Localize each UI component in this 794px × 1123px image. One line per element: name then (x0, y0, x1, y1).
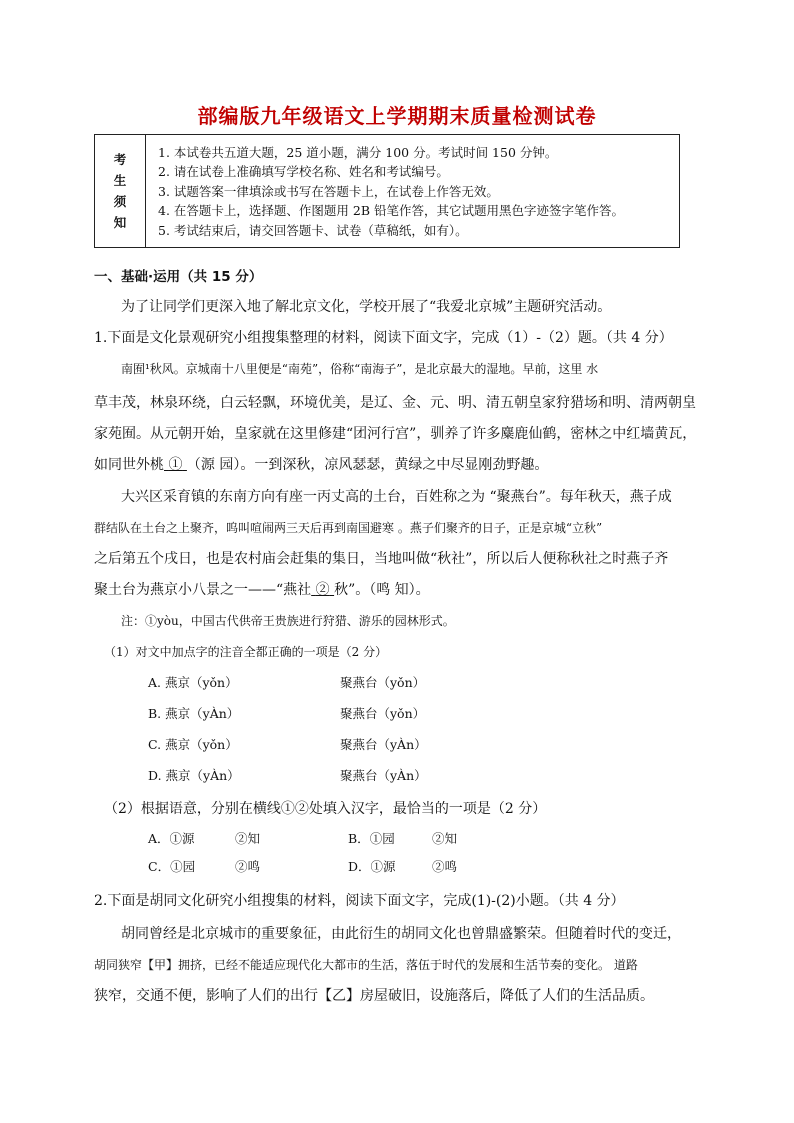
choice-option-b[interactable]: B. 燕京（yÀn） (148, 706, 240, 721)
blank-2: ② (315, 582, 330, 598)
sub-question-2-stem: （2）根据语意，分别在横线①②处填入汉字，最恰当的一项是（2 分） (104, 801, 547, 817)
notice-label-char: 须 (113, 194, 127, 209)
blank-1: ① (168, 457, 183, 473)
passage-line: 大兴区采育镇的东南方向有座一丙丈高的土台，百姓称之为 “聚燕台”。每年秋天，燕子成 (121, 489, 672, 505)
question-2-stem: 2.下面是胡同文化研究小组搜集的材料，阅读下面文字，完成(1)-(2)小题。（共 4 分） (94, 893, 625, 909)
passage-line: 草丰茂，林泉环绕，白云轻飘，环境优美，是辽、金、元、明、清五朝皇家狩猎场和明、清两朝皇 (94, 395, 696, 411)
exam-title: 部编版九年级语文上学期期末质量检测试卷 (197, 104, 597, 128)
choice-option-a-second: ②知 (235, 831, 261, 846)
notice-label-char: 考 (113, 152, 127, 167)
passage-line: 之后第五个戌日，也是农村庙会赶集的集日，当地叫做“秋社”，所以后人便称秋社之时燕子齐 (94, 551, 669, 567)
notice-list (146, 135, 624, 247)
passage-line: 狭窄，交通不便，影响了人们的出行【乙】房屋破旧，设施落后，降低了人们的生活品质。 (94, 988, 654, 1004)
choice-option-d-second: ②鸣 (432, 859, 458, 874)
notice-label-char: 生 (113, 173, 127, 188)
choice-option-a[interactable]: A．①源 (148, 831, 195, 846)
passage-text: 聚土台为燕京小八景之一——“燕社 (94, 582, 312, 598)
passage-text: （源 园）。一到深秋，凉风瑟瑟，黄绿之中尽显刚劲野趣。 (186, 457, 549, 473)
notice-item: 3. 试题答案一律填涂或书写在答题卡上，在试卷上作答无效。 (158, 183, 499, 199)
choice-option-d[interactable]: D. 燕京（yÀn） (148, 768, 240, 783)
notice-item: 5. 考试结束后，请交回答题卡、试卷（草稿纸，如有）。 (158, 222, 468, 238)
passage-line: 南囿¹秋风。京城南十八里便是“南苑”，俗称“南海子”，是北京最大的湿地。早前，这里 水 (121, 362, 599, 376)
choice-option-b-right: 聚燕台（yǒn） (340, 706, 426, 721)
choice-option-a[interactable]: A. 燕京（yǒn） (148, 675, 238, 690)
section-heading: 一、基础·运用（共 15 分） (94, 269, 263, 285)
notice-item: 2. 请在试卷上准确填写学校名称、姓名和考试编号。 (158, 164, 449, 180)
passage-line: 胡同狭窄【甲】拥挤，已经不能适应现代化大都市的生活，落伍于时代的发展和生活节奏的变化。 道路 (94, 958, 638, 972)
section-intro: 为了让同学们更深入地了解北京文化，学校开展了“我爱北京城”主题研究活动。 (121, 299, 612, 315)
choice-option-a-right: 聚燕台（yǒn） (340, 675, 426, 690)
notice-item: 4. 在答题卡上，选择题、作图题用 2B 铅笔作答，其它试题用黑色字迹签字笔作答。 (158, 203, 624, 219)
passage-line: 群结队在土台之上聚齐，呜叫喧闹两三天后再到南国避寒 。燕子们聚齐的日子，正是京城“立秋” (94, 521, 603, 535)
notice-label (95, 135, 146, 247)
sub-question-1-stem: （1）对文中加点字的注音全都正确的一项是（2 分） (104, 645, 388, 659)
choice-option-b-second: ②知 (432, 831, 458, 846)
choice-option-c[interactable]: C．①园 (148, 859, 196, 874)
passage-line (94, 454, 548, 474)
choice-option-c[interactable]: C. 燕京（yǒn） (148, 737, 238, 752)
passage-line: 家苑囿。从元朝开始，皇家就在这里修建“团河行宫”，驯养了许多麋鹿仙鹤，密林之中红墙黄瓦， (94, 426, 697, 442)
passage-text: 秋”。（鸣 知）。 (334, 582, 430, 598)
footnote: 注：①yòu，中国古代供帝王贵族进行狩猎、游乐的园林形式。 (121, 614, 455, 628)
passage-text: 如同世外桃 (94, 457, 164, 473)
notice-item: 1. 本试卷共五道大题，25 道小题，满分 100 分。考试时间 150 分钟。 (158, 145, 558, 160)
choice-option-d[interactable]: D．①源 (348, 859, 396, 874)
notice-label-char: 知 (113, 215, 127, 230)
choice-option-c-second: ②鸣 (235, 859, 261, 874)
passage-line (94, 579, 430, 599)
choice-option-b[interactable]: B．①园 (348, 831, 395, 846)
choice-option-d-right: 聚燕台（yÀn） (340, 768, 427, 783)
choice-option-c-right: 聚燕台（yÀn） (340, 737, 427, 752)
notice-box (94, 134, 680, 248)
passage-line: 胡同曾经是北京城市的重要象征，由此衍生的胡同文化也曾鼎盛繁荣。但随着时代的变迁， (121, 926, 681, 942)
question-1-stem: 1.下面是文化景观研究小组搜集整理的材料，阅读下面文字，完成（1）-（2）题。（共 4 分） (94, 330, 673, 346)
